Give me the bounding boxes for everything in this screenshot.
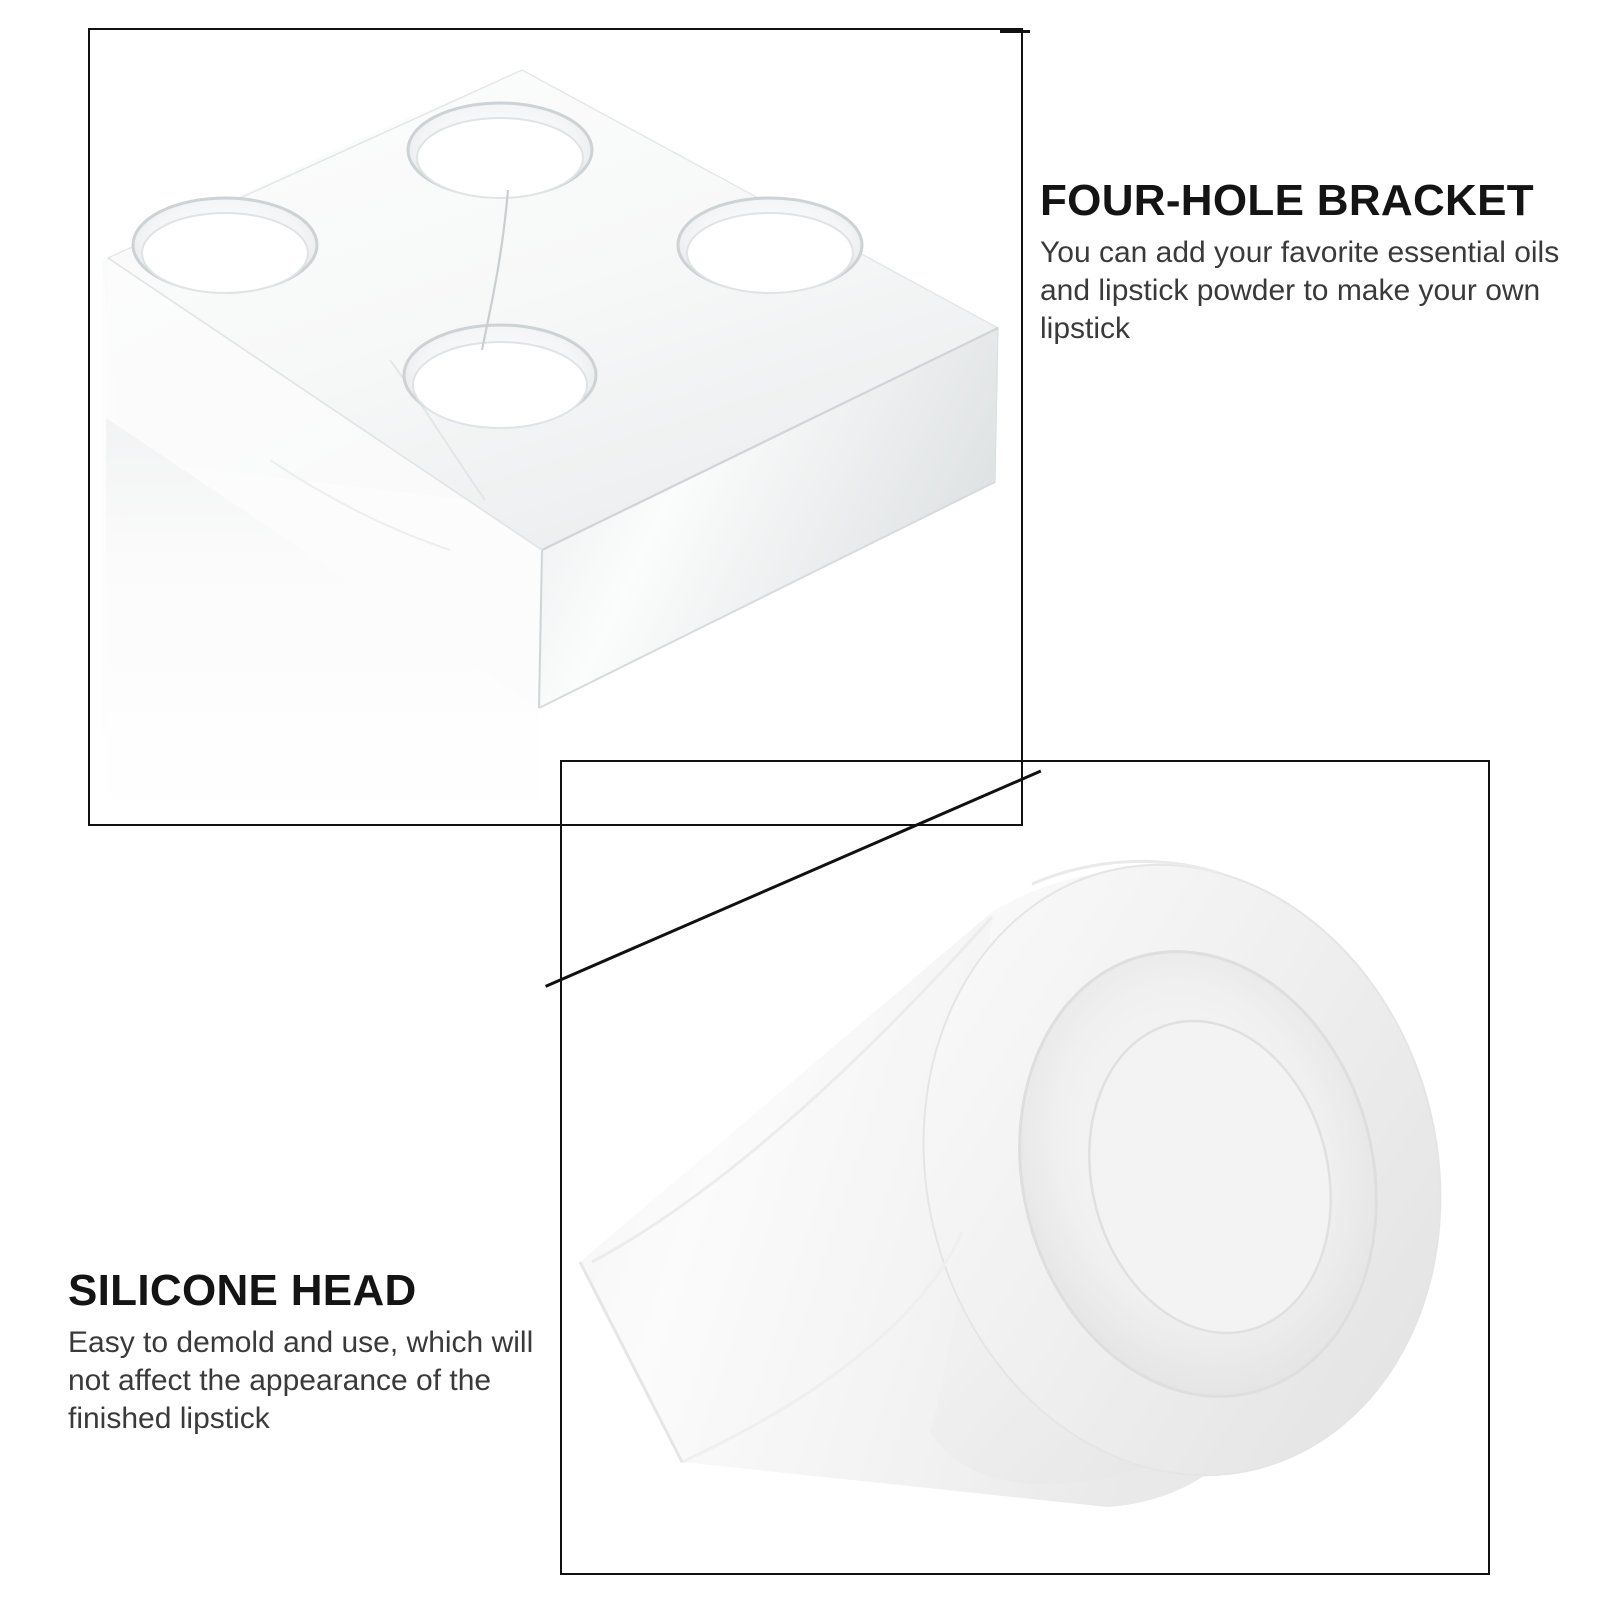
four-hole-bracket-title: FOUR-HOLE BRACKET <box>1040 176 1534 225</box>
silicone-head-callout-frame <box>560 760 1490 1575</box>
four-hole-bracket-callout-frame <box>88 28 1023 826</box>
four-hole-bracket-text <box>1040 178 1585 348</box>
silicone-head-title: SILICONE HEAD <box>68 1266 417 1315</box>
four-hole-bracket-leader-line <box>1000 30 1030 33</box>
silicone-head-description: Easy to demold and use, which will not affect the appearance of the finished lipstick <box>68 1326 534 1436</box>
four-hole-bracket-description: You can add your favorite essential oils and lipstick powder to make your own lipstick <box>1040 236 1560 346</box>
silicone-head-text <box>68 1268 578 1438</box>
